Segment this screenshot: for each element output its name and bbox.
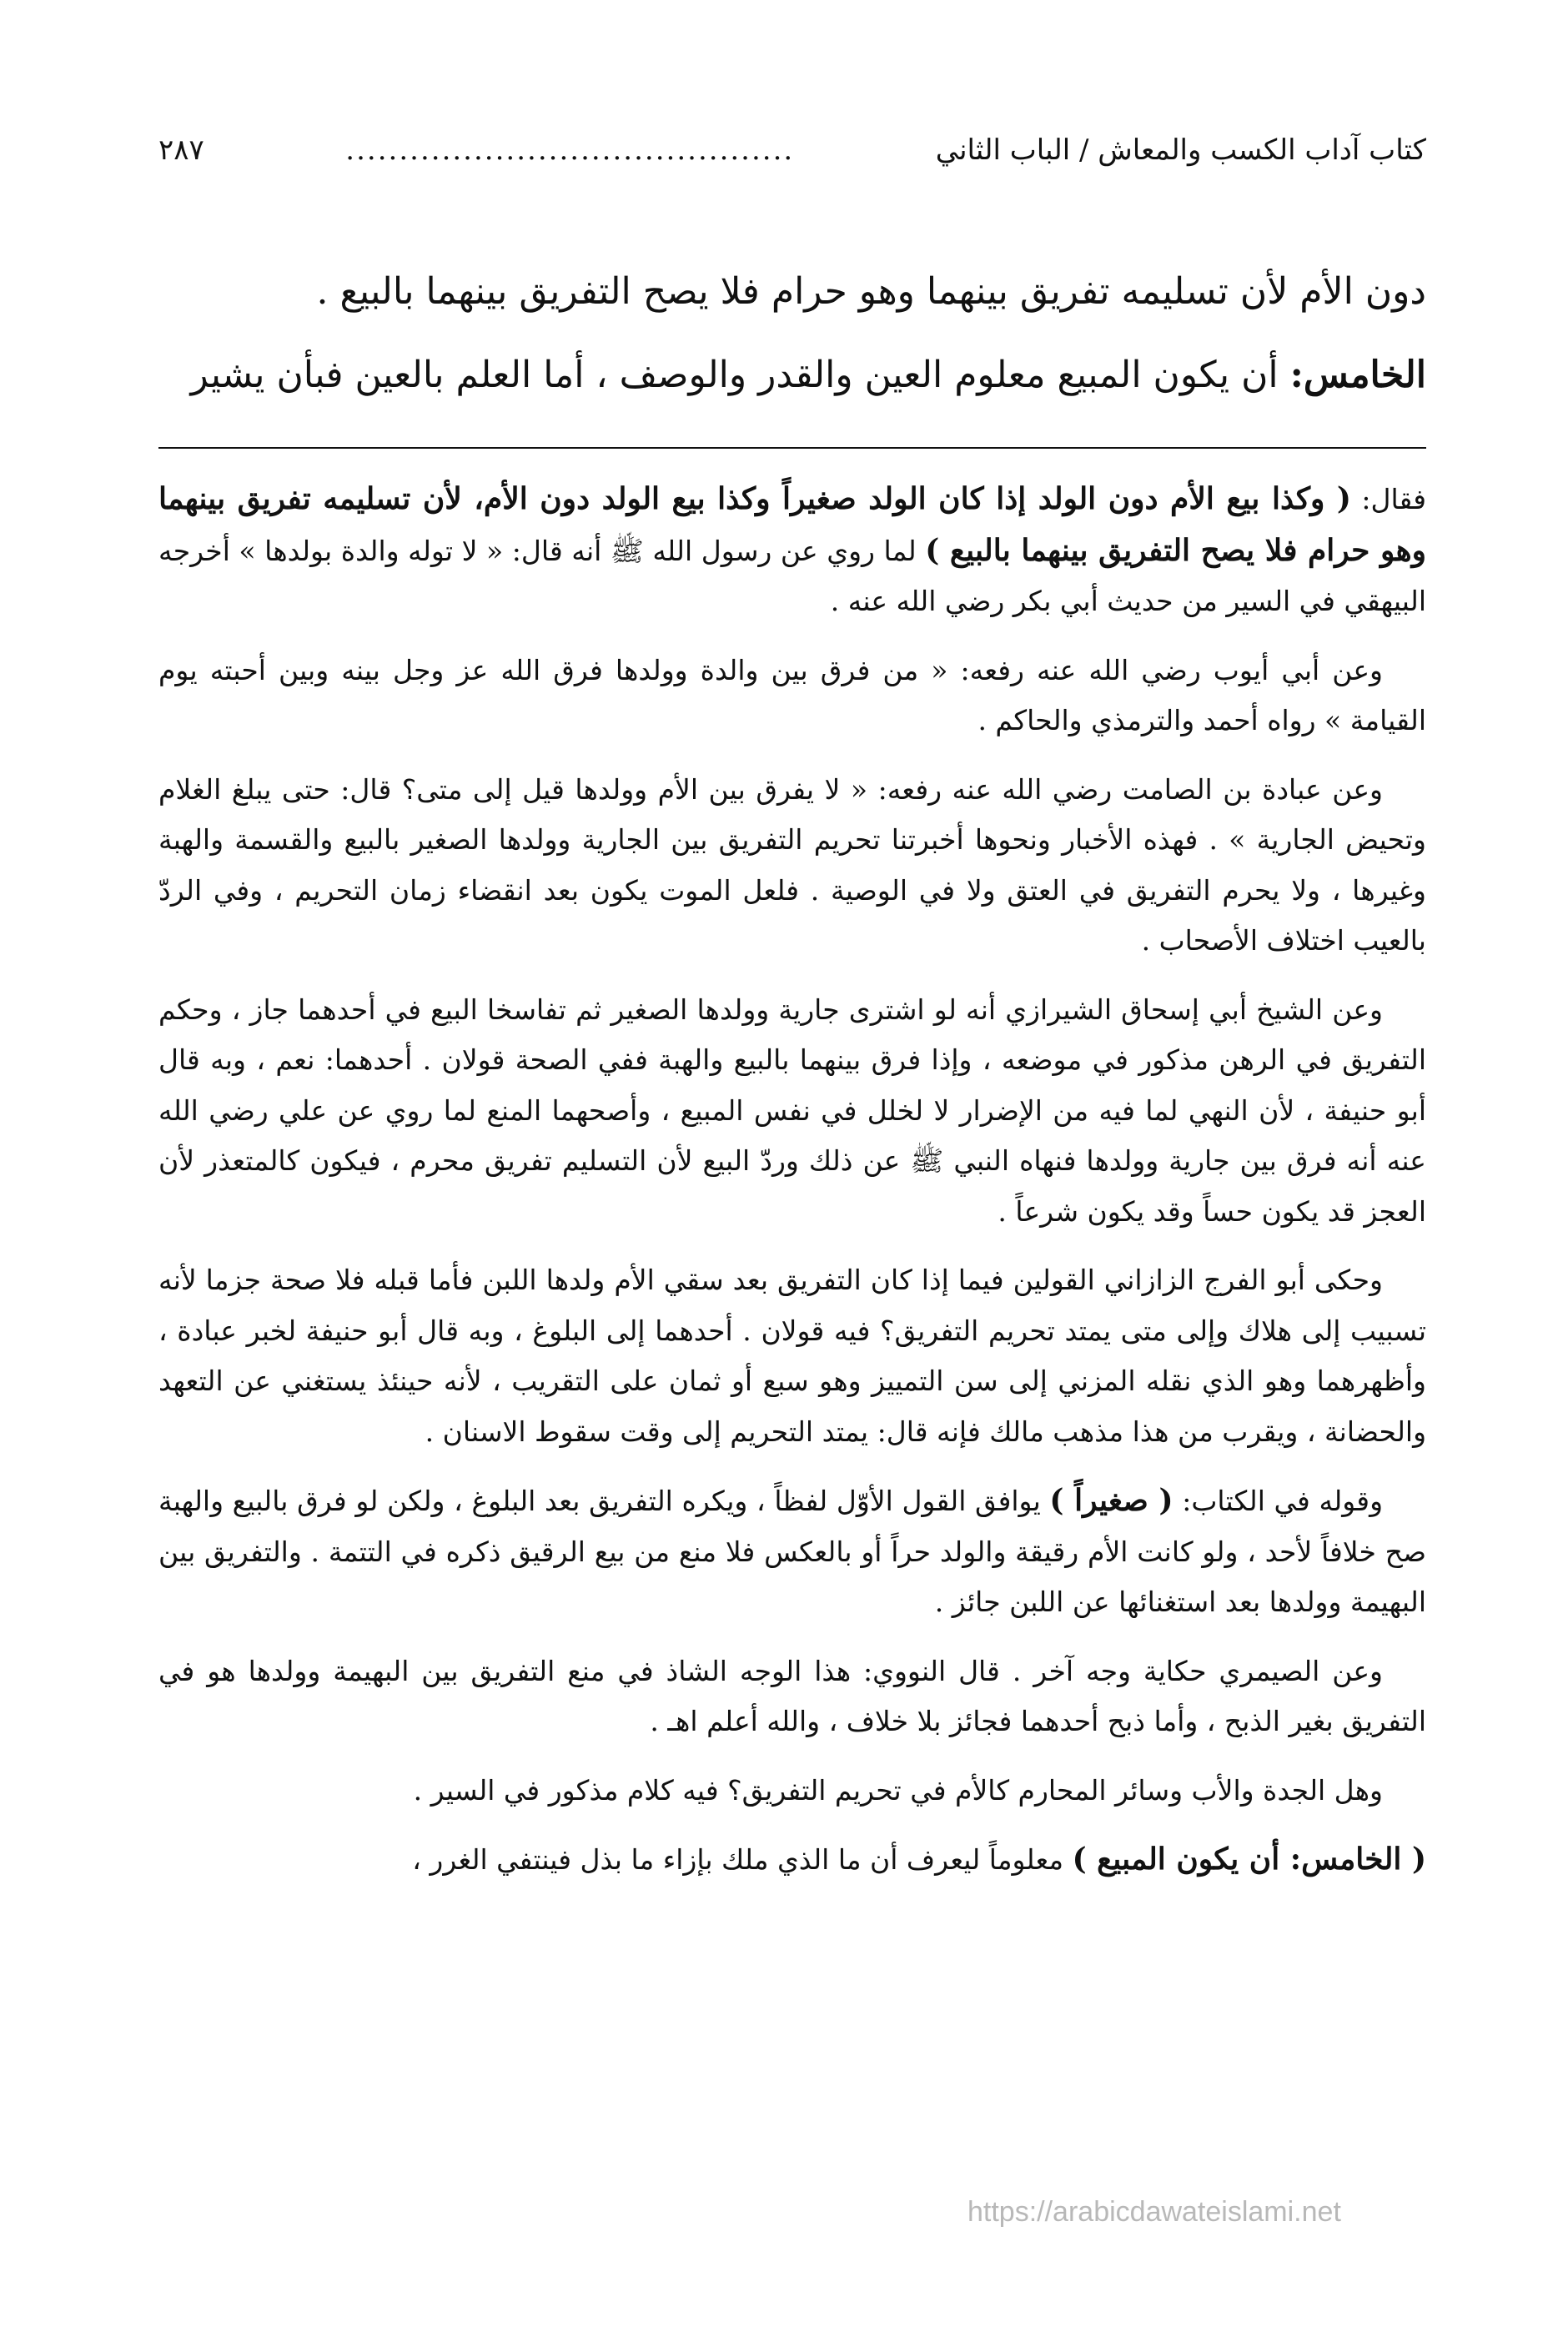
commentary-paragraph: وعن أبي أيوب رضي الله عنه رفعه: « من فرق بين والدة وولدها فرق الله عز وجل بينه وبين أحبته يوم القيامة » رواه أحمد والترمذي والحاكم . <box>158 653 1426 736</box>
commentary-paragraph <box>158 1834 1426 1886</box>
commentary-paragraph <box>158 1475 1426 1628</box>
quoted-matn: ( صغيراً ) <box>1049 1483 1173 1518</box>
main-text <box>158 250 1426 417</box>
quoted-matn: ( الخامس: أن يكون المبيع ) <box>1072 1842 1426 1877</box>
header-title: كتاب آداب الكسب والمعاش / الباب الثاني <box>935 133 1426 167</box>
main-text-line <box>158 250 1426 334</box>
commentary-paragraph: وهل الجدة والأب وسائر المحارم كالأم في تحريم التفريق؟ فيه كلام مذكور في السير . <box>413 1773 1383 1807</box>
commentary-paragraph: وحكى أبو الفرج الزازاني القولين فيما إذا كان التفريق بعد سقي الأم ولدها اللبن فأما قبله فلا صحة جزما لأنه تسبيب إلى هلاك وإلى متى يمتد تحريم التفريق؟ فيه قولان . أحدهما إلى البلوغ ، وبه قال أبو حنيفة لخبر عبادة ، وأظهرهما وهو الذي نقله المزني إلى سن التمييز وهو سبع أو ثمان على التقريب ، لأنه حينئذ يستغني عن التعهد والحضانة ، ويقرب من هذا مذهب مالك فإنه قال: يمتد التحريم إلى وقت سقوط الاسنان . <box>158 1264 1426 1448</box>
footnote-divider <box>158 447 1426 449</box>
watermark-url: https://arabicdawateislami.net <box>967 2196 1341 2228</box>
book-page <box>158 125 1426 1904</box>
main-text-line <box>158 334 1426 417</box>
commentary-paragraph <box>158 474 1426 627</box>
quoted-matn: ( وكذا بيع الأم دون الولد إذا كان الولد صغيراً وكذا بيع الولد دون الأم، لأن تسليمه تفريق بينهما وهو حرام فلا يصح التفريق بينهما بالبيع ) <box>158 481 1426 568</box>
commentary-text: لما روي عن رسول الله ﷺ أنه قال: « لا توله والدة بولدها » أخرجه البيهقي في السير من حديث أبي بكر رضي الله عنه . <box>158 534 1426 617</box>
commentary-text: وقوله في الكتاب: <box>1173 1485 1384 1517</box>
commentary-paragraph: وعن الصيمري حكاية وجه آخر . قال النووي: هذا الوجه الشاذ في منع التفريق بين البهيمة وولدها هو في التفريق بغير الذبح ، وأما ذبح أحدهما فجائز بلا خلاف ، والله أعلم اهـ . <box>158 1654 1426 1737</box>
commentary-paragraph: وعن الشيخ أبي إسحاق الشيرازي أنه لو اشترى جارية وولدها الصغير ثم تفاسخا البيع في أحدهما جاز ، وحكم التفريق في الرهن مذكور في موضعه ، وإذا فرق بينهما بالبيع والهبة ففي الصحة قولان . أحدهما: نعم ، وبه قال أبو حنيفة ، لأن النهي لما فيه من الإضرار لا لخلل في نفس المبيع ، وأصحهما المنع لما روي عن علي رضي الله عنه أنه فرق بين جارية وولدها فنهاه النبي ﷺ عن ذلك وردّ البيع لأن التسليم تفريق محرم ، فيكون كالمتعذر لأن العجز قد يكون حساً وقد يكون شرعاً . <box>158 993 1426 1228</box>
commentary-text: فقال: <box>1350 483 1426 515</box>
header-leader-dots: .......................................... <box>345 133 795 167</box>
commentary-text: يوافق القول الأوّل لفظاً ، ويكره التفريق بعد البلوغ ، ولكن لو فرق بالبيع والهبة صح خلافاً لأحد ، ولو كانت الأم رقيقة والولد حراً أو بالعكس فلا منع من بيع الرقيق ذكره في التتمة . والتفريق بين البهيمة وولدها بعد استغنائها عن اللبن جائز . <box>158 1485 1426 1618</box>
main-text-sentence: أن يكون المبيع معلوم العين والقدر والوصف ، أما العلم بالعين فبأن يشير <box>190 354 1290 396</box>
section-heading: الخامس: <box>1289 354 1426 396</box>
commentary-section <box>158 474 1426 1886</box>
commentary-text: معلوماً ليعرف أن ما الذي ملك بإزاء ما بذل فينتفي الغرر ، <box>412 1843 1073 1876</box>
page-number: ٢٨٧ <box>158 133 204 167</box>
running-header <box>158 125 1426 175</box>
main-text-sentence: دون الأم لأن تسليمه تفريق بينهما وهو حرام فلا يصح التفريق بينهما بالبيع . <box>316 270 1426 313</box>
commentary-paragraph: وعن عبادة بن الصامت رضي الله عنه رفعه: « لا يفرق بين الأم وولدها قيل إلى متى؟ قال: حتى يبلغ الغلام وتحيض الجارية » . فهذه الأخبار ونحوها أخبرتنا تحريم التفريق بين الجارية وولدها الصغير بالبيع والقسمة والهبة وغيرها ، ولا يحرم التفريق في العتق ولا في الوصية . فلعل الموت يكون بعد انقضاء زمان التحريم ، وفي الردّ بالعيب اختلاف الأصحاب . <box>158 772 1426 957</box>
